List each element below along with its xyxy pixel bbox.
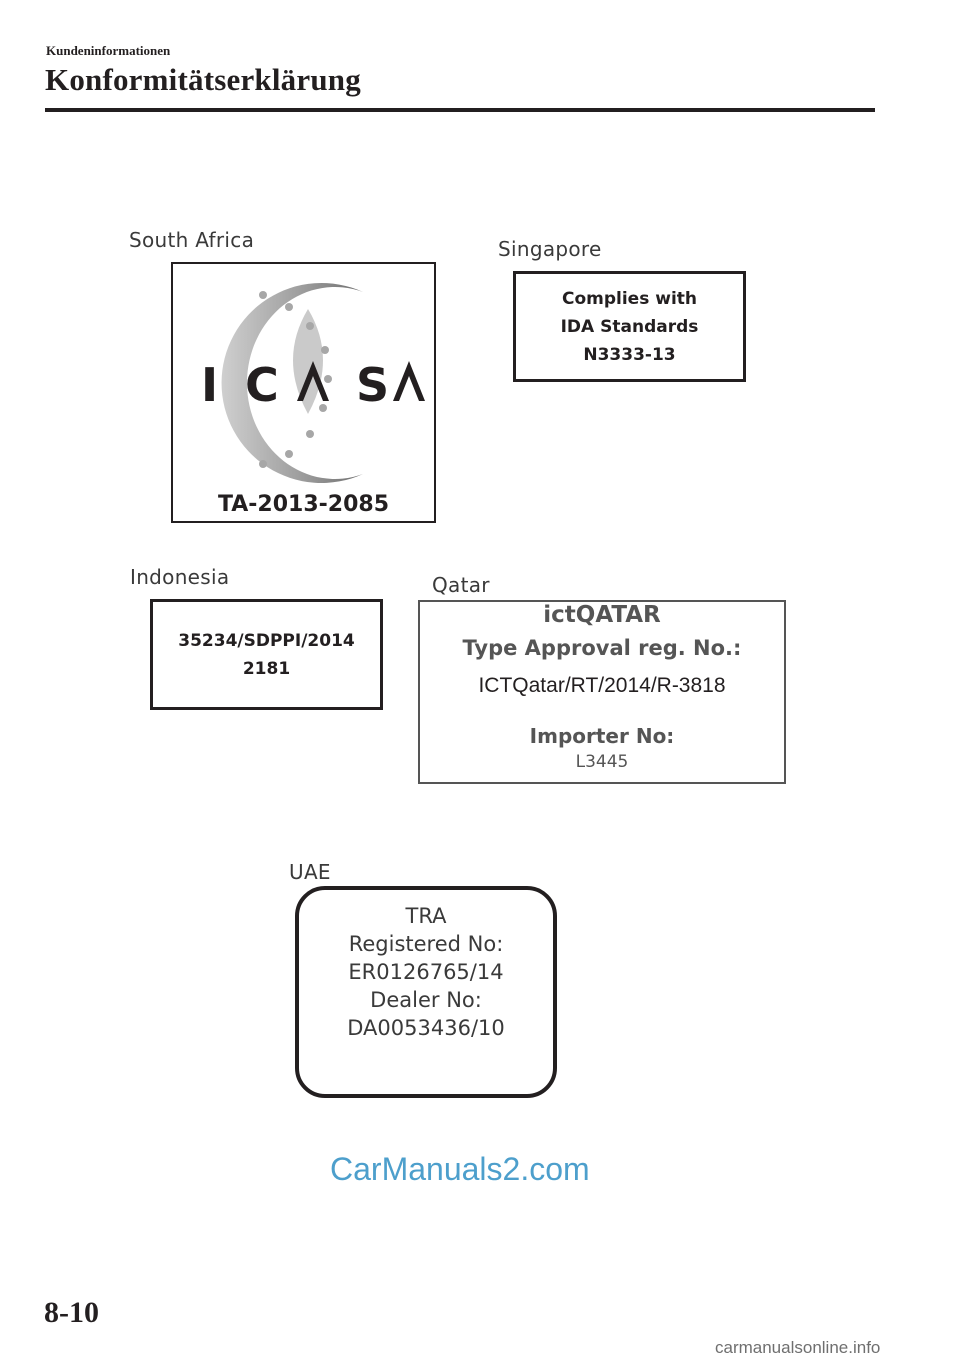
footer-watermark: carmanualsonline.info	[715, 1338, 881, 1357]
country-label-singapore: Singapore	[498, 237, 602, 261]
qatar-type-label: Type Approval reg. No.:	[462, 636, 742, 660]
icasa-code: TA-2013-2085	[217, 492, 390, 517]
icasa-logo	[173, 264, 434, 484]
registration-line: ER0126765/14	[348, 960, 504, 984]
compliance-line: Complies with	[561, 288, 698, 309]
page-title: Konformitätserklärung	[45, 62, 361, 97]
registration-line: DA0053436/10	[347, 1016, 505, 1040]
singapore-compliance-box	[513, 271, 746, 382]
registration-line: Dealer No:	[370, 988, 482, 1012]
qatar-importer-label: Importer No:	[529, 724, 675, 748]
certification-line: 2181	[242, 658, 291, 679]
section-label: Kundeninformationen	[46, 43, 171, 58]
country-label-qatar: Qatar	[432, 573, 490, 597]
svg-text:C: C	[245, 358, 279, 412]
country-label-south-africa: South Africa	[129, 228, 255, 252]
svg-text:S: S	[356, 358, 390, 412]
qatar-brand: ictQATAR	[543, 602, 661, 628]
compliance-line: IDA Standards	[560, 316, 699, 337]
certification-line: 35234/SDPPI/2014	[178, 630, 355, 651]
country-label-uae: UAE	[289, 860, 331, 884]
header-rule	[45, 108, 875, 112]
qatar-reg-no: ICTQatar/RT/2014/R-3818	[478, 674, 726, 697]
country-label-indonesia: Indonesia	[130, 565, 230, 589]
qatar-importer-no: L3445	[575, 752, 629, 772]
watermark-link[interactable]: CarManuals2.com	[330, 1151, 590, 1187]
registration-line: TRA	[405, 904, 447, 928]
indonesia-certification-box	[150, 599, 383, 710]
registration-line: Registered No:	[348, 932, 504, 956]
page-number: 8-10	[44, 1296, 99, 1329]
svg-text:I: I	[201, 358, 219, 412]
compliance-line: N3333-13	[583, 344, 676, 365]
qatar-approval-box	[418, 600, 786, 784]
uae-registration-box	[295, 886, 557, 1098]
icasa-certification-box	[171, 262, 436, 523]
